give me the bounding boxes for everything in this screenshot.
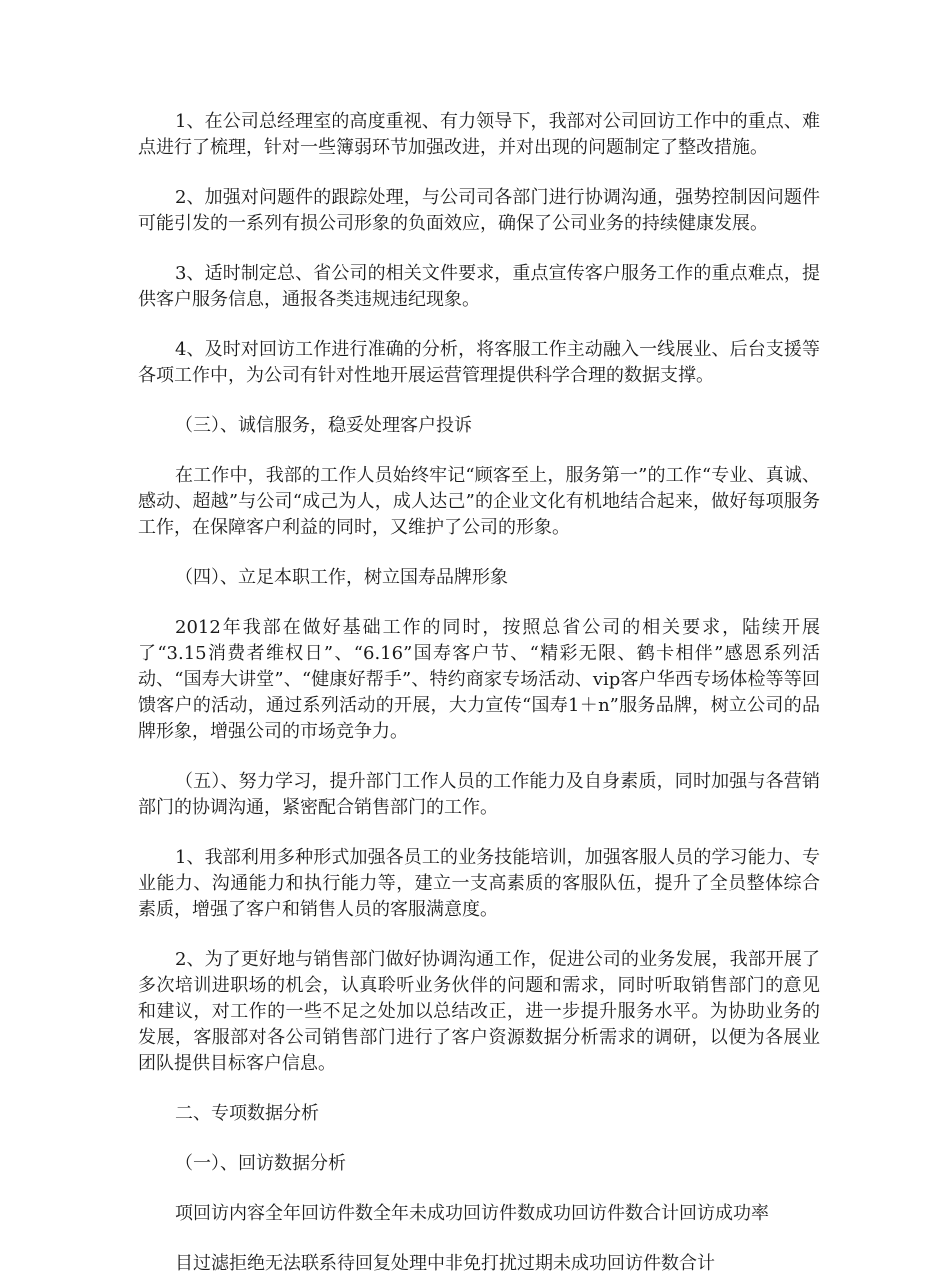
section-heading-4: （四）、立足本职工作，树立国寿品牌形象 — [175, 567, 508, 588]
paragraph-4: 4、及时对回访工作进行准确的分析，将客服工作主动融入一线展业、后台支援等各项工作中，为公司有针对性地开展运营管理提供科学合理的数据支撑。 — [138, 339, 820, 386]
subsection-heading-1: （一）、回访数据分析 — [175, 1153, 346, 1174]
table-subheader-line: 目过滤拒绝无法联系待回复处理中非免打扰过期未成功回访件数合计 — [175, 1253, 715, 1274]
paragraph-3: 3、适时制定总、省公司的相关文件要求，重点宣传客户服务工作的重点难点，提供客户服务信息，通报各类违规违纪现象。 — [138, 263, 820, 310]
section-heading-2: 二、专项数据分析 — [175, 1103, 319, 1124]
paragraph-1: 1、在公司总经理室的高度重视、有力领导下，我部对公司回访工作中的重点、难点进行了梳理，针对一些簿弱环节加强改进，并对出现的问题制定了整改措施。 — [138, 111, 820, 158]
paragraph-2: 2、加强对问题件的跟踪处理，与公司司各部门进行协调沟通，强势控制因问题件可能引发的一系列有损公司形象的负面效应，确保了公司业务的持续健康发展。 — [138, 187, 820, 234]
paragraph-6: 2012年我部在做好基础工作的同时，按照总省公司的相关要求，陆续开展了“3.15消费者维权日”、“6.16”国寿客户节、“精彩无限、鹤卡相伴”感恩系列活动、“国寿大讲堂”、“健康好帮手”、特约商家专场活动、vip客户华西专场体检等等回馈客户的活动，通过系列活动的开展，大力宣传“国寿1＋n”服务品牌，树立公司的品牌形象，增强公司的市场竞争力。 — [138, 617, 820, 742]
paragraph-5: 在工作中，我部的工作人员始终牢记“顾客至上，服务第一”的工作“专业、真诚、感动、超越”与公司“成己为人，成人达己”的企业文化有机地结合起来，做好每项服务工作，在保障客户利益的同时，又维护了公司的形象。 — [138, 465, 820, 538]
section-heading-3: （三）、诚信服务，稳妥处理客户投诉 — [175, 415, 472, 436]
paragraph-7: 1、我部利用多种形式加强各员工的业务技能培训，加强客服人员的学习能力、专业能力、沟通能力和执行能力等，建立一支高素质的客服队伍，提升了全员整体综合素质，增强了客户和销售人员的客服满意度。 — [138, 847, 820, 920]
table-header-line: 项回访内容全年回访件数全年未成功回访件数成功回访件数合计回访成功率 — [175, 1203, 769, 1224]
paragraph-8: 2、为了更好地与销售部门做好协调沟通工作，促进公司的业务发展，我部开展了多次培训进职场的机会，认真聆听业务伙伴的问题和需求，同时听取销售部门的意见和建议，对工作的一些不足之处加以总结改正，进一步提升服务水平。为协助业务的发展，客服部对各公司销售部门进行了客户资源数据分析需求的调研，以便为各展业团队提供目标客户信息。 — [138, 949, 820, 1074]
section-heading-5: （五）、努力学习，提升部门工作人员的工作能力及自身素质，同时加强与各营销部门的协调沟通，紧密配合销售部门的工作。 — [138, 771, 820, 818]
